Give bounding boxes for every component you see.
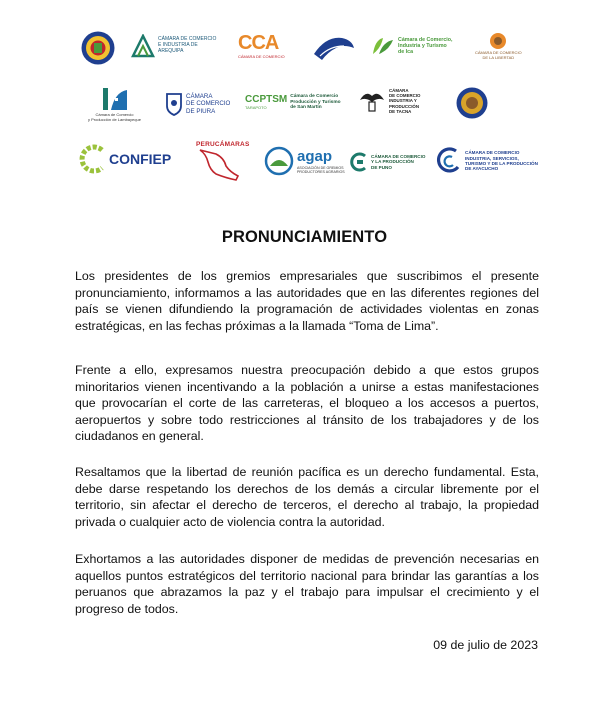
logo-tacna-line3: INDUSTRIA Y xyxy=(389,98,417,104)
logo-arequipa xyxy=(131,34,216,58)
logo-lambayeque-line1: Cámara de Comercio xyxy=(95,112,134,117)
paragraph-3: Resaltamos que la libertad de reunión pacífica es un derecho fundamental. Esta, debe darse respetando los derechos de los demás a circular libremente por el territorio, sin afectar el derecho de terceros, el derecho al trabajo, la propiedad privada o cualquier acto de violencia contra la autoridad. xyxy=(75,465,539,529)
logo-agap-line1: ASOCIACIÓN DE GREMIOS xyxy=(297,165,344,170)
logo-ccptsm-mark: CCPTSM xyxy=(245,94,288,106)
logo-ayacucho-line3: TURISMO Y DE LA PRODUCCIÓN xyxy=(465,161,538,166)
logo-lambayeque-line2: y Producción de Lambayeque xyxy=(88,116,141,122)
logo-puno-line3: DE PUNO xyxy=(371,164,392,170)
logo-cca-line1: CÁMARA DE COMERCIO xyxy=(238,54,285,59)
peru-map-icon xyxy=(196,148,242,182)
logo-arequipa-line1: CÁMARA DE COMERCIO xyxy=(158,36,217,43)
shield-icon xyxy=(165,92,183,116)
logo-confiep xyxy=(78,144,171,174)
paragraph-4: Exhortamos a las autoridades disponer de medidas de prevención necesarias en aquellos puntos estratégicos del territorio nacional para brindar las garantías a los peruanos que abrazamos la paz y el trabajo para impulsar el crecimiento y el progreso de todos. xyxy=(75,552,539,616)
logo-tacna-line4: PRODUCCIÓN xyxy=(389,103,420,109)
eagle-icon xyxy=(312,32,356,62)
logo-cusco xyxy=(475,32,522,60)
logo-confiep-mark: CONFIEP xyxy=(109,150,172,167)
logo-perucamaras xyxy=(196,141,249,182)
logo-ccptsm-line1: Cámara de Comercio xyxy=(290,94,339,99)
leaf-icon xyxy=(371,36,395,56)
logo-ayacucho-line1: CÁMARA DE COMERCIO xyxy=(465,150,520,156)
building-icon xyxy=(131,34,155,58)
seal-logo-1 xyxy=(80,30,116,66)
logo-piura-line2: DE COMERCIO xyxy=(186,100,231,108)
logo-piura-line1: CÁMARA xyxy=(186,93,213,101)
logo-ayacucho-line4: DE AYACUCHO xyxy=(465,166,499,172)
logo-puno-line2: Y LA PRODUCCIÓN xyxy=(371,159,414,165)
paragraph-2: Frente a ello, expresamos nuestra preocupación debido a que estos grupos minoritarios vienen incentivando a la población a unirse a estas manifestaciones que provocarían el corte de las carreteras, el bloqueo a los accesos a puertos, aeropuertos y sobre todo restricciones al tránsito de los trabajadores y de los ciudadanos en general. xyxy=(75,363,539,443)
logo-agap xyxy=(264,146,345,176)
document-date: 09 de julio de 2023 xyxy=(433,638,538,652)
agap-globe-icon xyxy=(264,146,294,176)
tower-icon xyxy=(97,86,131,112)
logo-agap-line2: PRODUCTORES AGRARIOS xyxy=(297,169,345,174)
seal-logo-2 xyxy=(455,86,489,120)
logo-arequipa-line2: E INDUSTRIA DE xyxy=(158,42,198,49)
ayacucho-swirl-icon xyxy=(436,147,462,175)
logo-piura xyxy=(165,92,230,116)
seal-icon xyxy=(80,30,116,66)
logo-ica-line3: de Ica xyxy=(398,49,414,56)
logo-ayacucho-line2: INDUSTRIA, SERVICIOS, xyxy=(465,155,519,161)
logo-cca-mark: CCA xyxy=(238,32,279,54)
condor-icon xyxy=(358,88,386,114)
logo-arequipa-line3: AREQUIPA xyxy=(158,47,184,54)
logo-ccptsm xyxy=(245,94,341,111)
confiep-c-icon xyxy=(78,144,106,174)
crest-icon xyxy=(487,32,509,50)
logo-perucamaras-mark: PERUCÁMARAS xyxy=(196,141,250,148)
logo-agap-mark: agap xyxy=(297,148,333,166)
logo-ccptsm-line2: Producción y Turismo xyxy=(290,99,341,105)
logo-cca xyxy=(238,32,285,60)
logo-ayacucho xyxy=(436,147,538,175)
logo-ica-line2: Industria y Turismo xyxy=(398,42,447,49)
logo-tacna-line5: DE TACNA xyxy=(389,108,412,114)
paragraph-1: Los presidentes de los gremios empresariales que suscribimos el presente pronunciamiento, informamos a las autoridades que en las diferentes regiones del país se vienen difundiendo la programación de actividades violentas en zonas estratégicas, en las fechas próximas a la llamada “Toma de Lima”. xyxy=(75,269,539,333)
logo-ccptsm-line3: de San Martín xyxy=(290,105,322,111)
logo-tacna-line2: DE COMERCIO xyxy=(389,93,421,99)
logo-piura-line3: DE PIURA xyxy=(186,107,216,115)
document-title: PRONUNCIAMIENTO xyxy=(221,228,388,246)
logo-eagle xyxy=(312,32,356,62)
seal-icon xyxy=(455,86,489,120)
logo-ica-line1: Cámara de Comercio, xyxy=(398,36,453,43)
logo-puno-line1: CÁMARA DE COMERCIO xyxy=(371,154,426,160)
logo-puno xyxy=(348,152,425,172)
puno-c-icon xyxy=(348,152,368,172)
logo-cusco-line1: CÁMARA DE COMERCIO xyxy=(475,50,522,55)
logo-banner xyxy=(0,0,609,200)
logo-ccptsm-sub: TARAPOTO xyxy=(245,104,267,110)
logo-cusco-line2: DE LA LIBERTAD xyxy=(482,54,515,60)
logo-tacna-line1: CÁMARA xyxy=(389,88,409,94)
logo-tacna xyxy=(358,88,420,114)
logo-ica xyxy=(371,36,452,56)
logo-lambayeque xyxy=(88,86,141,122)
